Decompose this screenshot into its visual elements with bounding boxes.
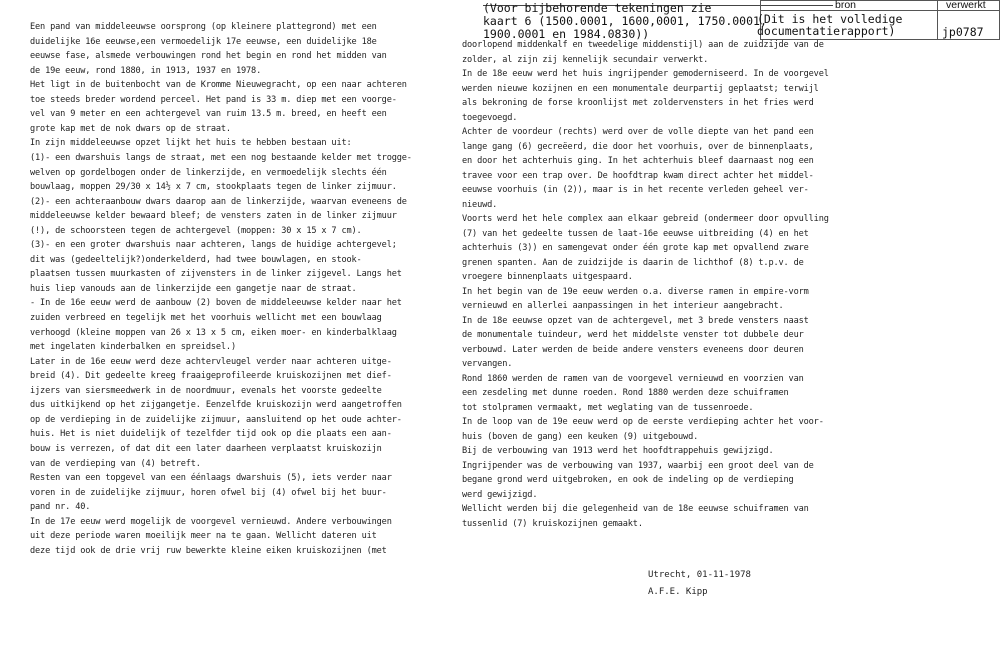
- text-line: dit was (gedeeltelijk?)onderkelderd, had twee bouwlagen, en stook-: [30, 254, 362, 265]
- text-line: Bij de verbouwing van 1913 werd het hoofdtrappehuis gewijzigd.: [462, 446, 774, 456]
- text-line: In de 18e eeuw werd het huis ingrijpender gemoderniseerd. In de voorgevel: [462, 69, 829, 79]
- text-line: verhoogd (kleine moppen van 26 x 13 x 5 cm, eiken moer- en kinderbalklaag: [30, 327, 397, 338]
- text-line: (3)- en een groter dwarshuis naar achteren, langs de huidige achtergevel;: [30, 240, 397, 251]
- text-line: op de verdieping in de zuidelijke zijmuur, aansluitend op het oude achter-: [30, 414, 402, 425]
- text-line: plaatsen tussen muurkasten of zijvensters in de linker zijgevel. Langs het: [30, 269, 402, 280]
- text-line: Resten van een topgevel van een éénlaags dwarshuis (5), iets verder naar: [30, 473, 392, 484]
- source-label: bron: [835, 0, 857, 11]
- text-line: travee voor een trap over. De hoofdtrap kwam direct achter het middel-: [462, 170, 814, 181]
- code-cell: [937, 10, 1000, 40]
- text-line: werd gewijzigd.: [462, 489, 538, 500]
- text-line: Later in de 16e eeuw werd deze achtervleugel verder naar achteren uitge-: [30, 356, 392, 367]
- text-line: Voorts werd het hele complex aan elkaar gebreid (ondermeer door opvulling: [462, 214, 829, 224]
- text-line: nieuwd.: [462, 199, 498, 210]
- text-line: en door het achterhuis ging. In het achterhuis bleef daarnaast nog een: [462, 156, 814, 166]
- text-line: Het ligt in de buitenbocht van de Kromme Nieuwegracht, op een naar achteren: [30, 80, 407, 91]
- text-line: tussenlid (7) kruiskozijnen gemaakt.: [462, 518, 643, 529]
- text-line: In het begin van de 19e eeuw werden o.a. diverse ramen in empire-vorm: [462, 286, 809, 297]
- text-line: lange gang (6) gecreëerd, die door het voorhuis, over de binnenplaats,: [462, 141, 814, 152]
- text-line: pand nr. 40.: [30, 502, 91, 513]
- text-line: breid (4). Dit gedeelte kreeg fraaigeprofileerde kruiskozijnen met dief-: [30, 371, 392, 382]
- document-code: jp0787: [942, 25, 984, 39]
- text-line: doorlopend middenkalf en tweedelige middenstijl) aan de zuidzijde van de: [462, 40, 824, 50]
- text-line: Rond 1860 werden de ramen van de voorgevel vernieuwd en voorzien van: [462, 373, 804, 384]
- note-line-2: documentatierapport): [757, 24, 896, 38]
- text-line: toe steeds breder wordend perceel. Het pand is 33 m. diep met een voorge-: [30, 94, 397, 105]
- text-line: Achter de voordeur (rechts) werd over de volle diepte van het pand een: [462, 127, 814, 137]
- text-line: een zesdeling met dunne roeden. Rond 1880 werden deze schuiframen: [462, 388, 789, 398]
- text-line: vervangen.: [462, 359, 513, 369]
- text-line: werden nieuwe kozijnen en een monumentale deurpartij geplaatst; terwijl: [462, 83, 819, 94]
- processed-label: verwerkt: [946, 0, 986, 11]
- text-line: grenen spanten. Aan de zuidzijde is daarin de lichthof (8) t.p.v. de: [462, 257, 804, 268]
- header-line: (Voor bijbehorende tekeningen zie: [483, 1, 712, 15]
- text-line: huis liep vanouds aan de linkerzijde een gangetje naar de straat.: [30, 283, 357, 294]
- text-line: de monumentale tuindeur, werd het middelste venster tot dubbele deur: [462, 330, 804, 340]
- note-line-1: (Dit is het volledige: [757, 12, 903, 26]
- text-line: (7) van het gedeelte tussen de laat-16e eeuwse uitbreiding (4) en het: [462, 228, 809, 239]
- text-line: In de loop van de 19e eeuw werd op de eerste verdieping achter het voor-: [462, 417, 824, 427]
- text-line: welven op gordelbogen onder de linkerzijde, en vermoedelijk slechts één: [30, 167, 387, 178]
- text-line: vernieuwd en allerlei aanpassingen in het interieur aangebracht.: [462, 301, 784, 311]
- text-line: zolder, al zijn zij kennelijk secundair verwerkt.: [462, 54, 709, 65]
- text-line: tot stolpramen vermaakt, met weglating van de tussenroede.: [462, 402, 754, 413]
- text-line: uit deze periode waren moeilijk meer na te gaan. Wellicht dateren uit: [30, 531, 377, 542]
- text-line: huis (boven de gang) een keuken (9) uitgebouwd.: [462, 431, 699, 442]
- text-line: ijzers van siersmeedwerk in de noordmuur, evenals het voorste gedeelte: [30, 385, 382, 396]
- text-line: duidelijke 16e eeuwse,een vermoedelijk 17e eeuwse, een duidelijke 18e: [30, 36, 377, 47]
- text-line: vel van 9 meter en een achtergevel van ruim 13.5 m. breed, en heeft een: [30, 109, 387, 120]
- text-line: - In de 16e eeuw werd de aanbouw (2) boven de middeleeuwse kelder naar het: [30, 298, 402, 309]
- signature-author: A.F.E. Kipp: [648, 587, 708, 597]
- header-line: 1900.0001 en 1984.0830)): [483, 27, 650, 41]
- text-line: zuiden verbreed en tegelijk met het voorhuis wellicht met een bouwlaag: [30, 313, 382, 323]
- text-line: met ingelaten kinderbalken en spreidsel.): [30, 342, 236, 353]
- text-line: begane grond werd uitgebroken, en ook de indeling op de verdieping: [462, 475, 794, 485]
- text-line: eeuwse voorhuis (in (2)), maar is in het recente verleden geheel ver-: [462, 185, 809, 195]
- text-line: grote kap met de nok dwars op de straat.: [30, 123, 231, 134]
- text-line: de 19e eeuw, rond 1880, in 1913, 1937 en 1978.: [30, 65, 262, 76]
- text-line: In de 18e eeuwse opzet van de achtergevel, met 3 brede vensters naast: [462, 315, 809, 326]
- source-table: [757, 0, 1000, 39]
- text-line: dus uitkijkend op het zijgangetje. Eenzelfde kruiskozijn werd aangetroffen: [30, 400, 402, 411]
- text-line: voren in de zuidelijke zijmuur, horen ofwel bij (4) ofwel bij het buur-: [30, 487, 387, 498]
- text-line: toegevoegd.: [462, 112, 518, 123]
- header-line: kaart 6 (1500.0001, 1600,0001, 1750.0001,: [483, 14, 767, 28]
- text-line: als bekroning de forse kroonlijst met zoldervensters in het fries werd: [462, 98, 814, 108]
- signature-place-date: Utrecht, 01-11-1978: [648, 570, 751, 580]
- text-line: In zijn middeleeuwse opzet lijkt het huis te hebben bestaan uit:: [30, 138, 352, 149]
- text-line: In de 17e eeuw werd mogelijk de voorgevel vernieuwd. Andere verbouwingen: [30, 516, 392, 527]
- text-line: (!), de schoorsteen tegen de achtergevel (moppen: 30 x 15 x 7 cm).: [30, 225, 362, 236]
- text-line: achterhuis (3)) en samengevat onder één grote kap met opvallend zware: [462, 243, 809, 253]
- text-line: eeuwse fase, alsmede verbouwingen rond het begin en rond het midden van: [30, 51, 387, 62]
- text-line: (2)- een achteraanbouw dwars daarop aan de linkerzijde, waarvan eveneens de: [30, 196, 407, 207]
- text-line: vroegere binnenplaats uitgespaard.: [462, 272, 633, 282]
- text-line: Een pand van middeleeuwse oorsprong (op kleinere plattegrond) met een: [30, 22, 377, 32]
- text-line: Ingrijpender was de verbouwing van 1937, waarbij een groot deel van de: [462, 460, 814, 471]
- text-line: deze tijd ook de drie vrij ruw bewerkte kleine eiken kruiskozijnen (met: [30, 545, 387, 556]
- text-line: Wellicht werden bij die gelegenheid van de 18e eeuwse schuiframen van: [462, 504, 809, 514]
- text-line: bouw is verrezen, of dat dit een later daarheen verplaatst kruiskozijn: [30, 443, 382, 454]
- source-note-cell: [757, 10, 938, 40]
- text-line: verbouwd. Later werden de beide andere vensters eveneens door deuren: [462, 344, 804, 355]
- text-line: bouwlaag, moppen 29/30 x 14½ x 7 cm, stookplaats tegen de linker zijmuur.: [30, 182, 397, 193]
- text-line: (1)- een dwarshuis langs de straat, met een nog bestaande kelder met trogge-: [30, 152, 412, 163]
- text-line: van de verdieping van (4) betreft.: [30, 458, 201, 469]
- text-line: huis. Het is niet duidelijk of tezelfder tijd ook op die plaats een aan-: [30, 429, 392, 440]
- text-line: middeleeuwse kelder bewaard bleef; de vensters zaten in de linker zijmuur: [30, 211, 397, 222]
